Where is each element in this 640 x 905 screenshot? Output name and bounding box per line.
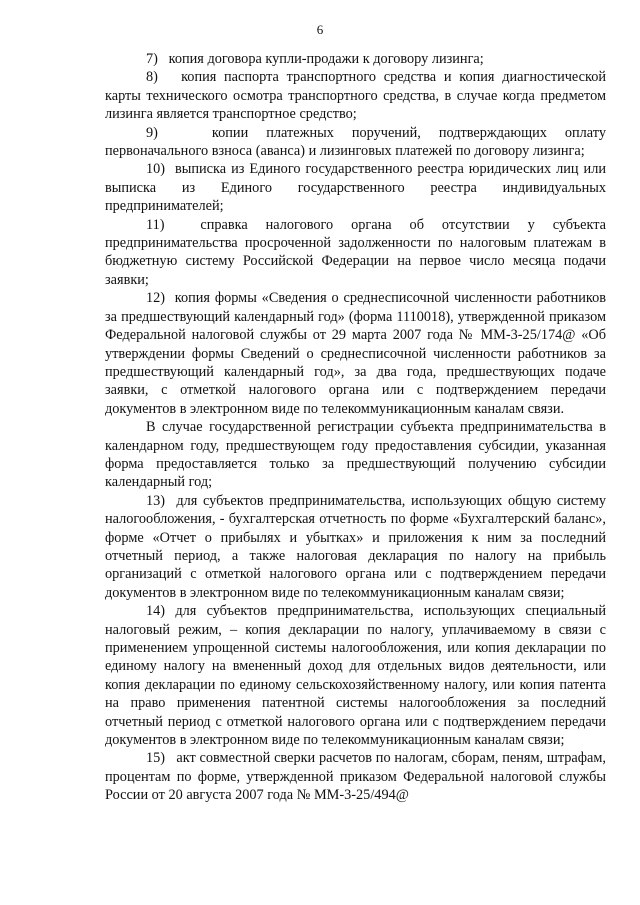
page-number: 6 bbox=[316, 22, 324, 37]
paragraph-item-13: 13) для субъектов предпринимательства, использующих общую систему налогообложения, - бухгалтерская отчетность по форме «Бухгалтерский баланс», форме «Отчет о прибылях и убытках» и приложения к ним за последний отчетный период, а также налоговая декларация по налогу на прибыль организаций с отметкой налогового органа или с подтверждением передачи документов в электронном виде по телекоммуникационным каналам связи; bbox=[105, 492, 606, 601]
paragraph-item-12: 12) копия формы «Сведения о среднесписочной численности работников за предшествующий календарный год» (форма 1110018), утвержденной приказом Федеральной налоговой службы от 29 марта 2007 года № ММ-3-25/174@ «Об утверждении формы Сведений о среднесписочной численности работников за предшествующий календарный год», за два года, предшествующих подаче заявки, с отметкой налогового органа или с подтверждением передачи документов в электронном виде по телекоммуникационным каналам связи. bbox=[105, 290, 606, 417]
paragraph-item-11: 11) справка налогового органа об отсутствии у субъекта предпринимательства просроченной задолженности по налоговым платежам в бюджетную систему Российской Федерации на первое число месяца подачи заявки; bbox=[105, 216, 606, 288]
paragraph-item-10: 10) выписка из Единого государственного реестра юридических лиц или выписка из Единого государственного реестра индивидуальных предпринимателей; bbox=[105, 161, 606, 215]
paragraph-item-7: 7) копия договора купли-продажи к договору лизинга; bbox=[146, 51, 484, 67]
document-body bbox=[105, 50, 606, 805]
paragraph-item-14: 14) для субъектов предпринимательства, использующих специальный налоговый режим, – копия декларации по налогу, уплачиваемому в связи с применением упрощенной системы налогообложения, или копия декларации по единому налогу на вмененный доход для отдельных видов деятельности, или копия декларации по единому сельскохозяйственному налогу, или копия патента на право применения патентной системы налогообложения за последний отчетный период с отметкой налогового органа или с подтверждением передачи документов в электронном виде по телекоммуникационным каналам связи; bbox=[105, 603, 606, 749]
paragraph-registration-note: В случае государственной регистрации субъекта предпринимательства в календарном году, предшествующем году предоставления субсидии, указанная форма предоставляется только за предшествующий получению субсидии календарный год; bbox=[105, 419, 606, 491]
paragraph-item-9: 9) копии платежных поручений, подтверждающих оплату первоначального взноса (аванса) и лизинговых платежей по договору лизинга; bbox=[105, 124, 606, 160]
paragraph-item-15: 15) акт совместной сверки расчетов по налогам, сборам, пеням, штрафам, процентам по форме, утвержденной приказом Федеральной налоговой службы России от 20 августа 2007 года № ММ-3-25/494@ bbox=[105, 750, 606, 804]
paragraph-item-8: 8) копия паспорта транспортного средства и копия диагностической карты технического осмотра транспортного средства, в случае когда предметом лизинга является транспортное средство; bbox=[105, 69, 606, 123]
